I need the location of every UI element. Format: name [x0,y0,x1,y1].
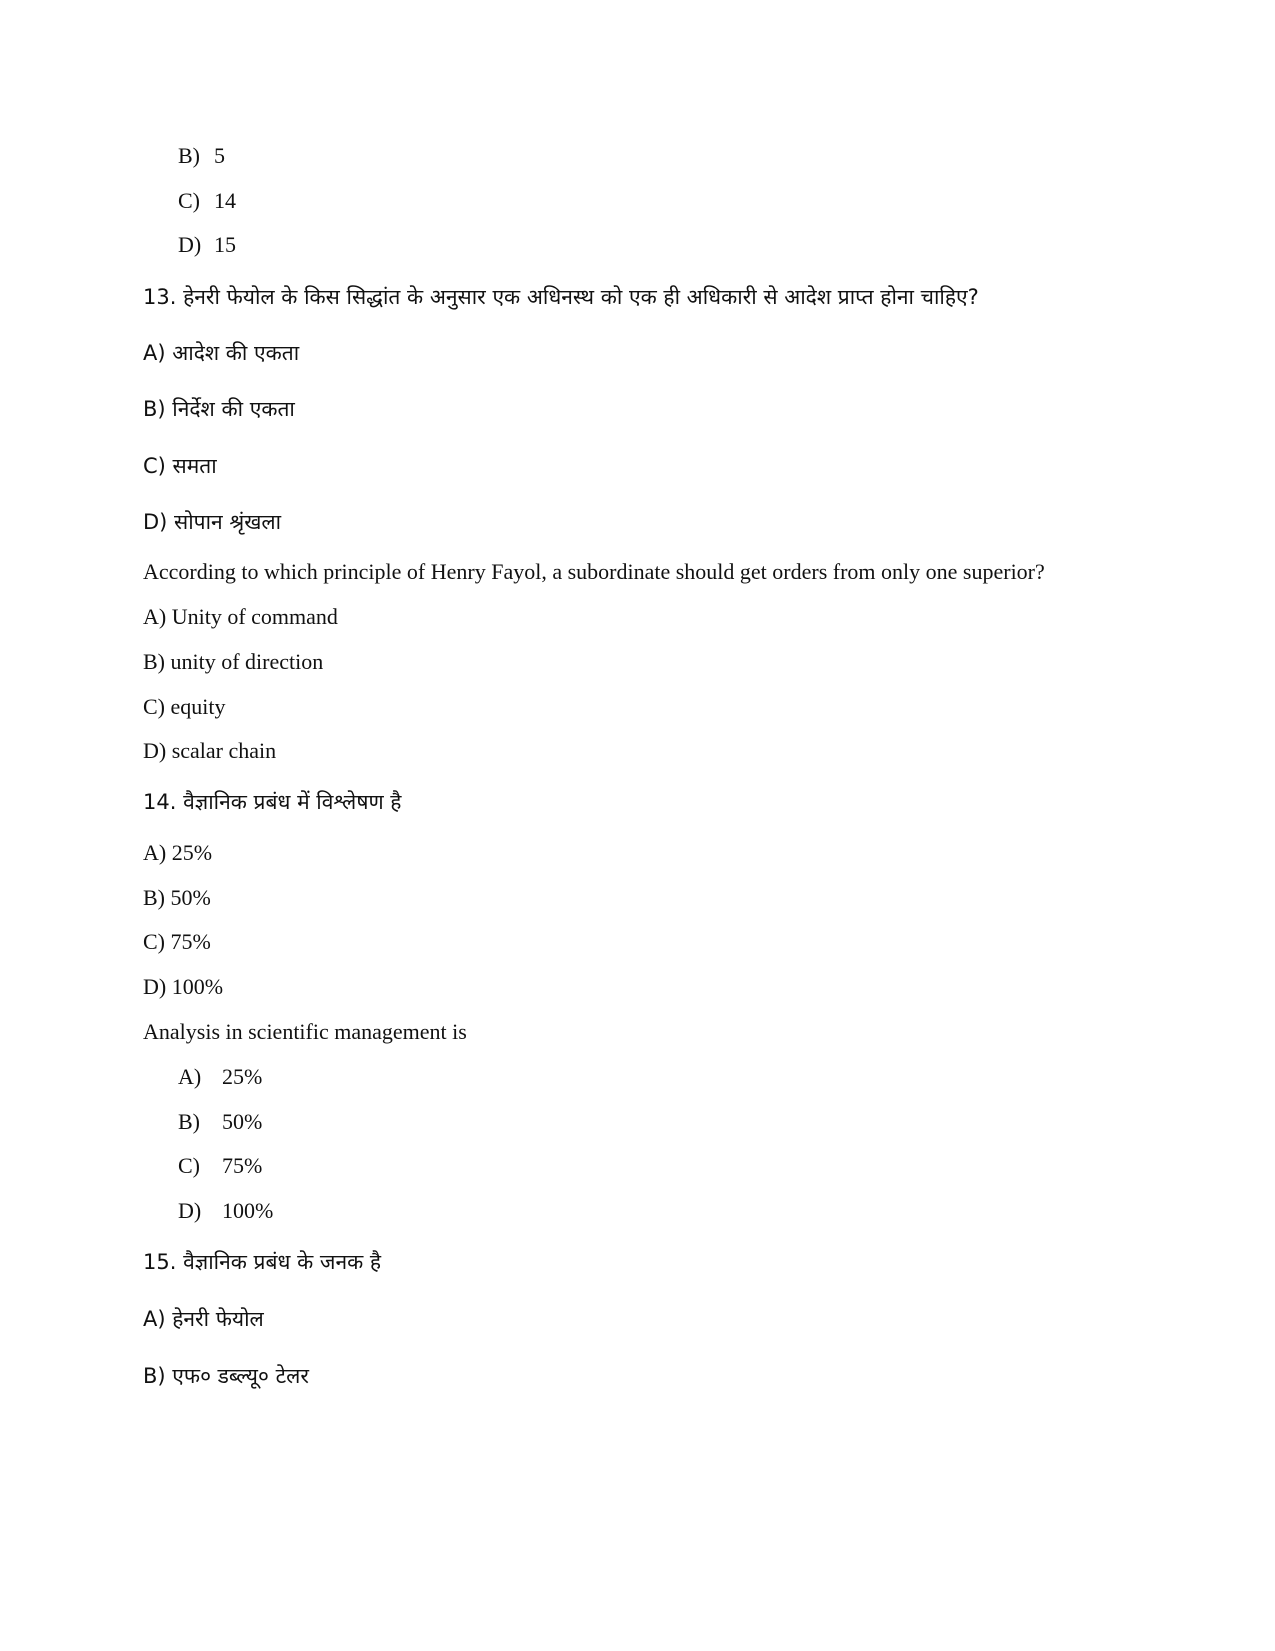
q13-english-option-d: D) scalar chain [143,738,277,763]
q14-hindi-option-a: A) 25% [143,840,213,865]
q13-hindi-option-a: A) आदेश की एकता [143,341,300,365]
q13-english-option-b: B) unity of direction [143,649,324,674]
prev-option-b: B) 5 [178,143,225,168]
q13-hindi-option-d: D) सोपान श्रृंखला [143,510,282,534]
q14-english-option-a: A) 25% [178,1064,263,1089]
q13-english-question: According to which principle of Henry Fayol, a subordinate should get orders from only one superior? [143,559,1045,584]
q13-hindi-option-b: B) निर्देश की एकता [143,397,295,421]
q14-english-option-c: C) 75% [178,1153,263,1178]
q14-english-option-d: D) 100% [178,1198,274,1223]
q15-hindi-question: 15. वैज्ञानिक प्रबंध के जनक है [143,1250,382,1274]
q13-english-option-c: C) equity [143,694,226,719]
q14-hindi-option-b: B) 50% [143,885,211,910]
q14-english-option-b: B) 50% [178,1109,263,1134]
q15-hindi-option-b: B) एफ० डब्ल्यू० टेलर [143,1364,309,1388]
q14-hindi-option-d: D) 100% [143,974,224,999]
prev-option-d: D) 15 [178,232,236,257]
q13-english-option-a: A) Unity of command [143,604,338,629]
q14-english-question: Analysis in scientific management is [143,1019,467,1044]
q14-hindi-question: 14. वैज्ञानिक प्रबंध में विश्लेषण है [143,790,402,814]
q15-hindi-option-a: A) हेनरी फेयोल [143,1307,264,1331]
prev-option-c: C) 14 [178,188,236,213]
q13-hindi-option-c: C) समता [143,454,217,478]
q13-hindi-question: 13. हेनरी फेयोल के किस सिद्धांत के अनुसार एक अधिनस्थ को एक ही अधिकारी से आदेश प्राप्त होना चाहिए? [143,285,979,309]
q14-hindi-option-c: C) 75% [143,929,211,954]
